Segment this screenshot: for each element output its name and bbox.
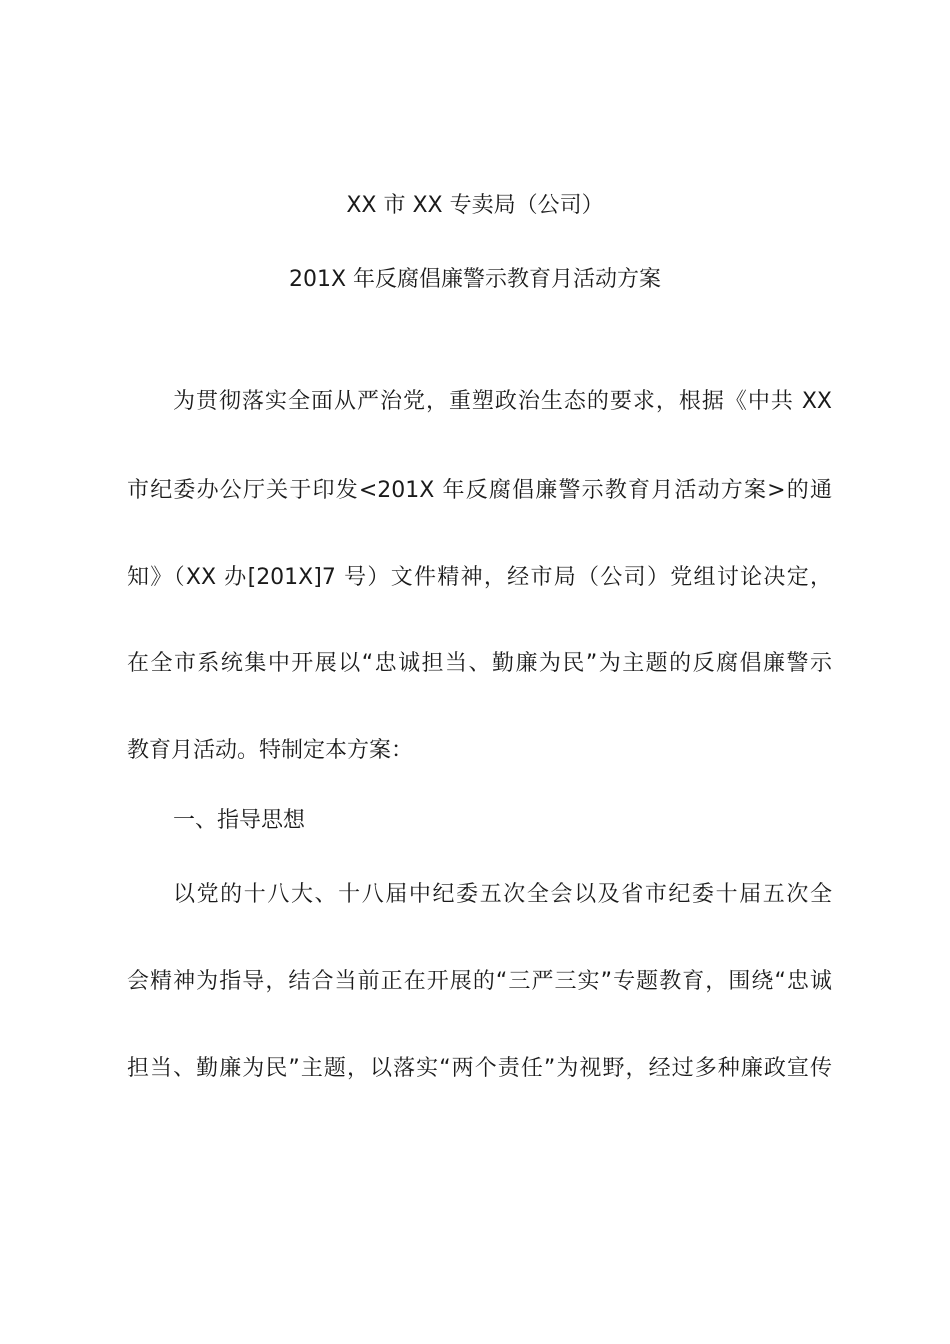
paragraph-1-line-1: 为贯彻落实全面从严治党，重塑政治生态的要求，根据《中共 XX — [173, 389, 832, 414]
paragraph-2-line-2: 会精神为指导，结合当前正在开展的“三严三实”专题教育，围绕“忠诚 — [127, 969, 832, 994]
section-heading-guiding-ideology: 一、指导思想 — [173, 808, 306, 833]
paragraph-1-line-5: 教育月活动。特制定本方案： — [127, 738, 414, 763]
document-title-line-2: 201X 年反腐倡廉警示教育月活动方案 — [288, 267, 662, 292]
paragraph-1-line-3: 知》（XX 办[201X]7 号）文件精神，经市局（公司）党组讨论决定， — [127, 565, 832, 590]
paragraph-1-line-2: 市纪委办公厅关于印发<201X 年反腐倡廉警示教育月活动方案>的通 — [127, 478, 832, 503]
paragraph-1-line-4: 在全市系统集中开展以“忠诚担当、勤廉为民”为主题的反腐倡廉警示 — [127, 651, 832, 676]
document-title-line-1: XX 市 XX 专卖局（公司） — [346, 193, 604, 218]
paragraph-2-line-3: 担当、勤廉为民”主题，以落实“两个责任”为视野，经过多种廉政宣传 — [127, 1056, 832, 1081]
paragraph-2-line-1: 以党的十八大、十八届中纪委五次全会以及省市纪委十届五次全 — [173, 882, 832, 907]
